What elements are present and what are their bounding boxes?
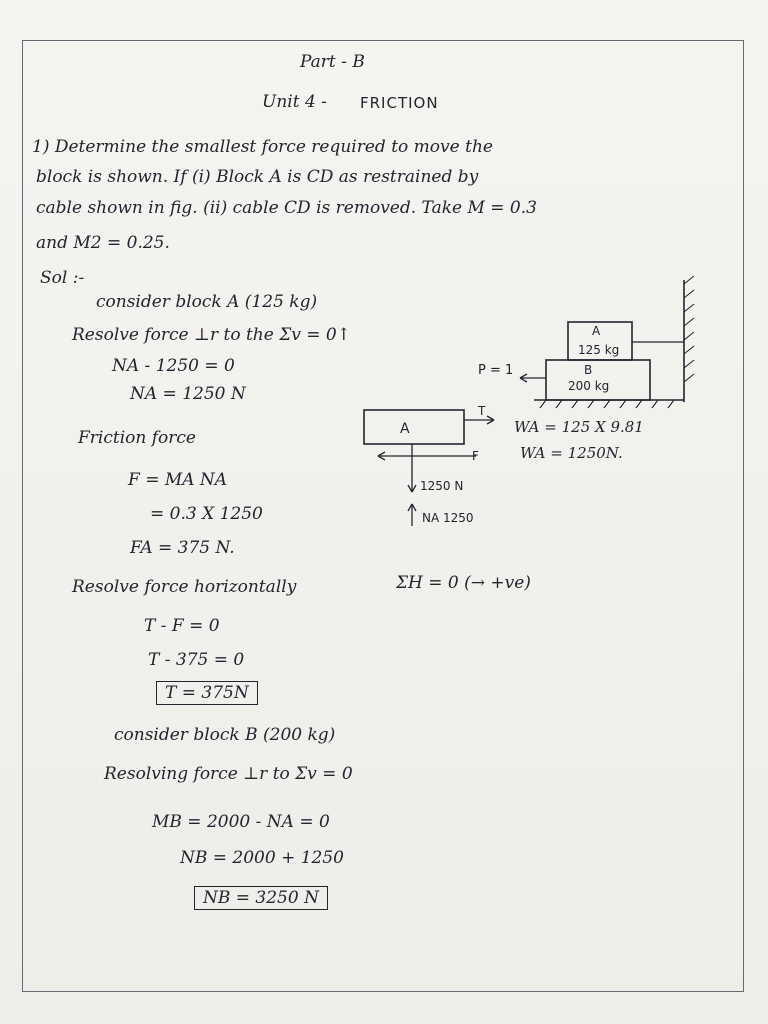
- friction-eq-1: F = MA NA: [128, 470, 228, 490]
- question-line-4: and M2 = 0.25.: [36, 233, 170, 253]
- friction-force-label: Friction force: [78, 428, 196, 448]
- fbd-block-label: A: [400, 421, 410, 437]
- tension-label: T: [478, 404, 486, 418]
- question-line-1: 1) Determine the smallest force required to move the: [32, 137, 493, 157]
- consider-block-a: consider block A (125 kg): [96, 292, 318, 312]
- resolve-horizontally: Resolve force horizontally: [72, 577, 297, 597]
- force-p-label: P = 1: [478, 363, 514, 378]
- friction-eq-3: FA = 375 N.: [130, 538, 235, 558]
- resolve-perpendicular: Resolve force ⊥r to the Σv = 0↑: [72, 325, 351, 345]
- sum-horizontal: ΣH = 0 (→ +ve): [396, 573, 531, 593]
- part-heading: Part - B: [300, 52, 365, 72]
- block-a-label: A: [592, 324, 601, 338]
- tension-eq-1: T - F = 0: [144, 616, 220, 636]
- solution-label: Sol :-: [40, 268, 85, 288]
- block-b-mass: 200 kg: [568, 379, 610, 393]
- normal-b-result: NB = 3250 N: [194, 886, 328, 910]
- topic-heading: FRICTION: [360, 94, 439, 112]
- unit-heading: Unit 4 -: [262, 92, 327, 112]
- normal-label: NA 1250: [422, 511, 474, 525]
- equation-na-2: NA = 1250 N: [130, 384, 246, 404]
- wall-hatch: [684, 276, 694, 382]
- block-b-label: B: [584, 363, 593, 377]
- question-line-2: block is shown. If (i) Block A is CD as restrained by: [36, 167, 479, 187]
- weight-eq-1: WA = 125 X 9.81: [514, 418, 644, 436]
- friction-label: F: [472, 449, 479, 463]
- tension-result: T = 375N: [156, 681, 258, 705]
- weight-label: 1250 N: [420, 479, 464, 493]
- floor-hatch: [540, 400, 674, 408]
- equation-na-1: NA - 1250 = 0: [112, 356, 235, 376]
- block-a-mass: 125 kg: [578, 343, 620, 357]
- consider-block-b: consider block B (200 kg): [114, 725, 336, 745]
- weight-eq-2: WA = 1250N.: [520, 444, 623, 462]
- resolving-block-b: Resolving force ⊥r to Σv = 0: [104, 764, 353, 784]
- fbd-block-a: [364, 410, 464, 444]
- free-body-diagram: [360, 400, 520, 530]
- tension-eq-2: T - 375 = 0: [148, 650, 245, 670]
- friction-eq-2: = 0.3 X 1250: [150, 504, 263, 524]
- blocks-diagram: [470, 270, 700, 410]
- normal-b-eq-1: MB = 2000 - NA = 0: [152, 812, 330, 832]
- question-line-3: cable shown in fig. (ii) cable CD is removed. Take M = 0.3: [36, 198, 537, 218]
- normal-b-eq-2: NB = 2000 + 1250: [180, 848, 344, 868]
